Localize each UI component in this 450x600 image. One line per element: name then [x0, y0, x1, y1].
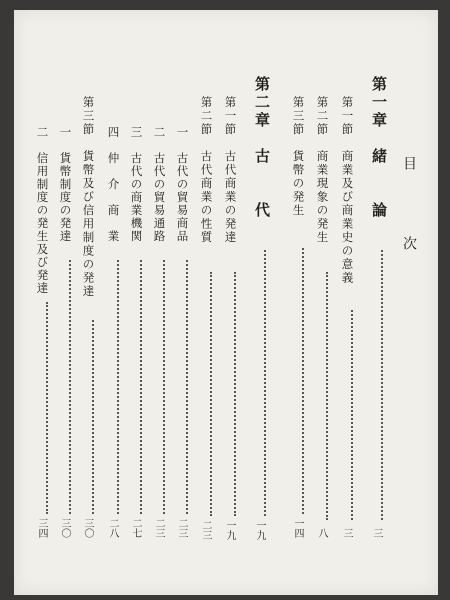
toc-entry-page: 二三 — [200, 520, 211, 540]
toc-entry-label: 第一節 古代商業の発達 — [223, 96, 238, 245]
toc-entry-page: 一九 — [254, 520, 265, 540]
toc-entry-label: 三 古代の商業機関 — [129, 126, 144, 243]
toc-leader — [92, 320, 94, 514]
toc-leader — [186, 260, 188, 514]
toc-title-text: 目 次 — [401, 156, 417, 276]
toc-entry-label: 二 古代の貿易通路 — [152, 126, 167, 243]
toc-entry-label: 第二章 古 代 — [253, 76, 271, 220]
toc-leader — [351, 310, 353, 520]
toc-leader — [234, 272, 236, 516]
toc-entry-label: 第一節 商業及び商業史の意義 — [340, 96, 355, 285]
toc-entry-label: 四 仲 介 商 業 — [106, 126, 121, 243]
toc-entry-page: 二八 — [107, 518, 118, 538]
toc-entry-label: 第一章 緒 論 — [370, 76, 388, 220]
toc-entry-page: 三〇 — [59, 518, 70, 538]
toc-entry-label: 一 貨幣制度の発達 — [58, 126, 73, 243]
toc-entry-label: 第三節 貨幣及び信用制度の発達 — [81, 96, 96, 299]
toc-entry-page: 一九 — [224, 520, 235, 540]
toc-leader — [326, 272, 328, 520]
toc-entry-page: 三〇 — [82, 518, 93, 538]
toc-entry-page: 二七 — [130, 518, 141, 538]
toc-page — [14, 10, 438, 595]
toc-entry-page: 三四 — [36, 518, 47, 538]
toc-entry-page: 二三 — [176, 518, 187, 538]
toc-leader — [210, 272, 212, 516]
toc-leader — [117, 260, 119, 514]
toc-entry-page: 三 — [341, 528, 352, 538]
toc-entry-page: 三 — [371, 528, 382, 538]
toc-leader — [46, 302, 48, 514]
toc-entry-page: 二三 — [153, 518, 164, 538]
toc-leader — [381, 250, 383, 520]
toc-entry-page: 八 — [316, 528, 327, 538]
toc-leader — [163, 260, 165, 514]
toc-leader — [69, 260, 71, 514]
toc-entry-label: 二 信用制度の発生及び発達 — [35, 126, 50, 295]
toc-leader — [302, 248, 304, 514]
toc-leader — [264, 250, 266, 516]
toc-entry-label: 第二節 古代商業の性質 — [199, 96, 214, 245]
toc-entry-page: 一四 — [292, 518, 303, 538]
toc-entry-label: 第二節 商業現象の発生 — [315, 96, 330, 245]
toc-entry-label: 一 古代の貿易商品 — [175, 126, 190, 243]
toc-entry-label: 第三節 貨幣の発生 — [291, 96, 306, 218]
toc-leader — [140, 260, 142, 514]
